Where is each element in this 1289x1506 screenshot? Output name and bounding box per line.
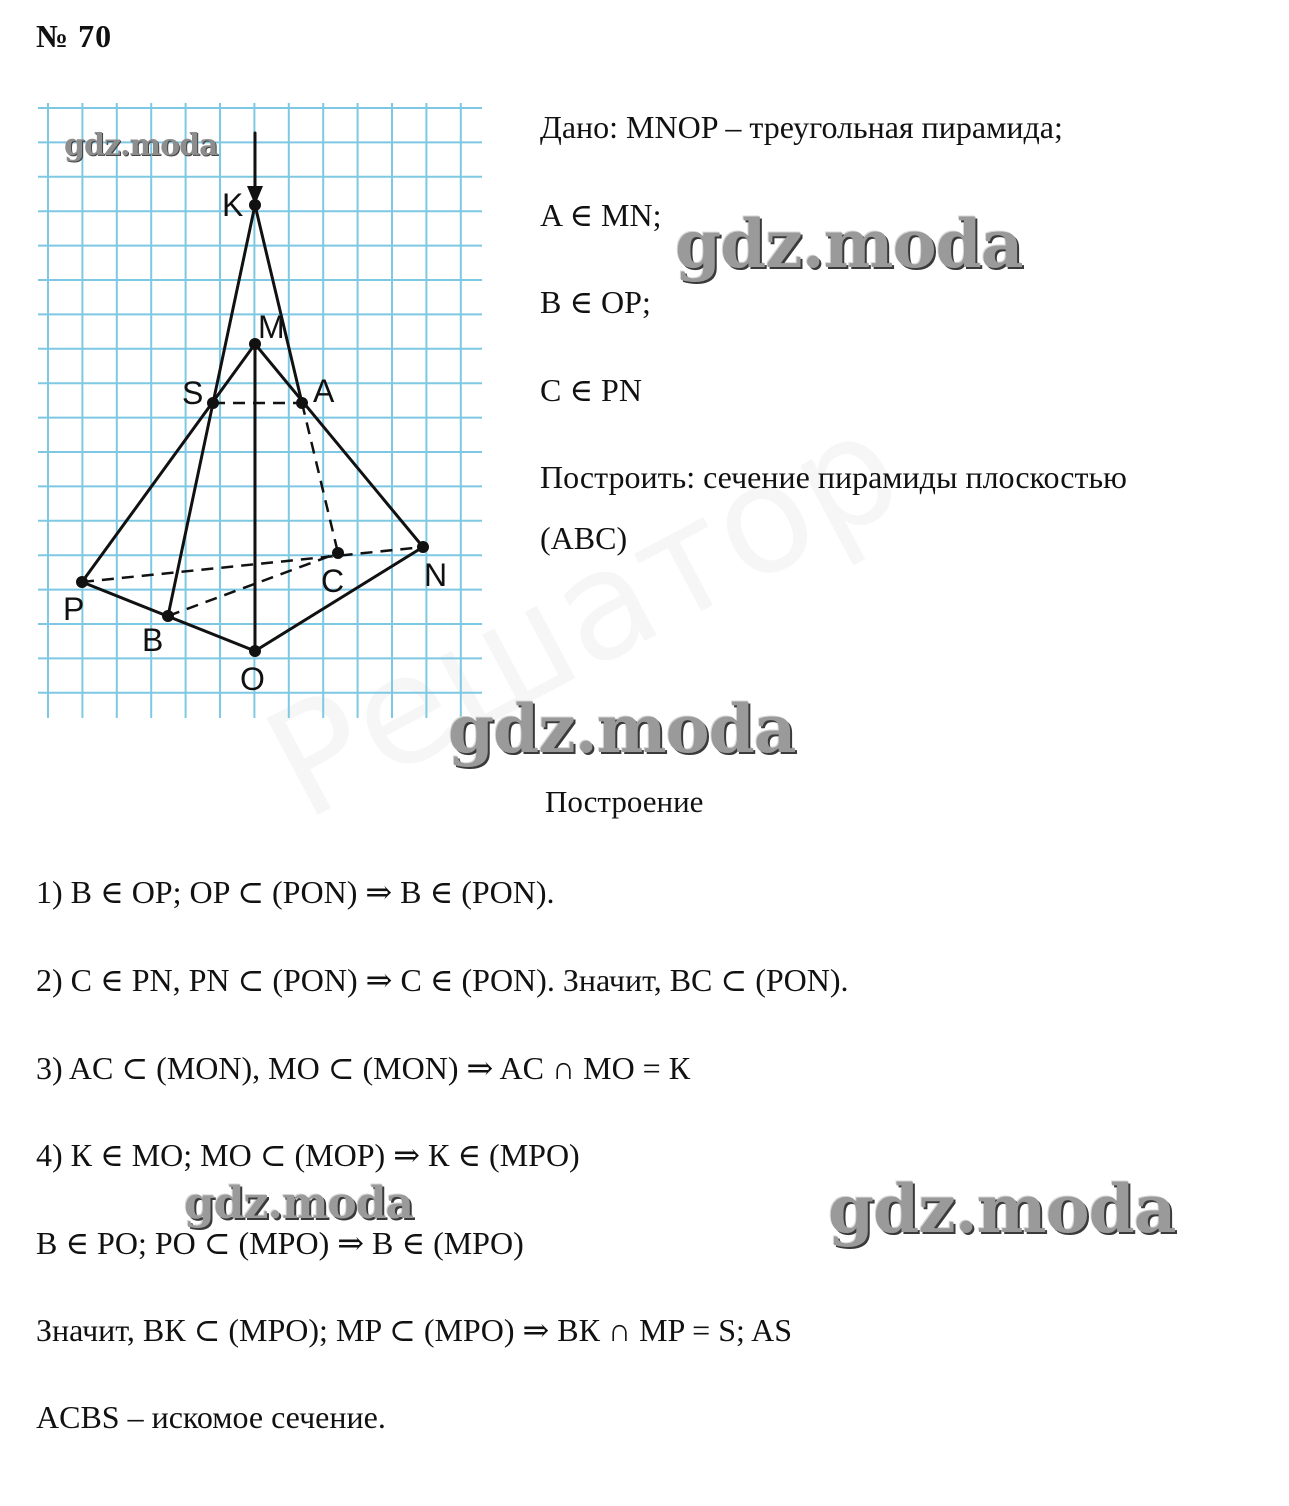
point-O <box>249 645 261 657</box>
problem-number: № 70 <box>36 18 113 54</box>
point-C <box>332 547 344 559</box>
given-line-5: Построить: сечение пирамиды плоскостью <box>540 459 1127 495</box>
label-C: C <box>321 563 345 599</box>
vertex-points <box>76 199 429 657</box>
watermark-figure: gdz.moda <box>64 128 218 163</box>
step-3: 3) AC ⊂ (MON), MO ⊂ (MON) ⇒ AC ∩ MO = К <box>36 1050 691 1086</box>
edge-AC <box>302 403 338 553</box>
grid-paper <box>38 103 482 718</box>
point-A <box>296 397 308 409</box>
step-2: 2) C ∈ PN, PN ⊂ (PON) ⇒ C ∈ (PON). Значит, BC ⊂ (PON). <box>36 962 849 998</box>
step-5: B ∈ PO; PO ⊂ (MPO) ⇒ B ∈ (MPO) <box>36 1225 524 1261</box>
step-6: Значит, BК ⊂ (MPO); MP ⊂ (MPO) ⇒ BК ∩ MP = S; AS <box>36 1312 793 1348</box>
construction-title: Построение <box>545 784 704 819</box>
label-S: S <box>182 375 204 411</box>
point-P <box>76 576 88 588</box>
pyramid-figure <box>0 0 500 730</box>
label-N: N <box>424 557 448 593</box>
point-N <box>417 541 429 553</box>
given-line-1: Дано: MNOP – треугольная пирамида; <box>540 109 1063 145</box>
edge-MN <box>255 344 423 547</box>
label-B: B <box>142 622 164 658</box>
watermark-lower-right: gdz.moda <box>828 1170 1176 1248</box>
given-line-2: A ∈ MN; <box>540 197 662 233</box>
label-A: A <box>313 373 335 409</box>
watermark-lower-left: gdz.moda <box>184 1178 414 1229</box>
step-1: 1) B ∈ OP; OP ⊂ (PON) ⇒ B ∈ (PON). <box>36 874 555 910</box>
label-O: O <box>240 661 265 697</box>
point-K <box>249 199 261 211</box>
edge-PN <box>82 547 423 582</box>
label-K: K <box>222 187 244 223</box>
step-7: ACBS – искомое сечение. <box>36 1399 386 1435</box>
watermark-top: gdz.moda <box>675 205 1023 283</box>
label-P: P <box>63 591 85 627</box>
point-B <box>162 610 174 622</box>
label-M: M <box>258 309 285 345</box>
edge-MP <box>82 344 255 582</box>
given-line-3: B ∈ OP; <box>540 284 651 320</box>
step-4: 4) К ∈ MO; MO ⊂ (MOP) ⇒ К ∈ (MPO) <box>36 1137 580 1173</box>
point-S <box>207 397 219 409</box>
watermark-middle: gdz.moda <box>448 690 796 768</box>
given-line-6: (ABC) <box>540 520 628 556</box>
given-line-4: C ∈ PN <box>540 372 642 408</box>
edge-BC <box>168 553 338 616</box>
